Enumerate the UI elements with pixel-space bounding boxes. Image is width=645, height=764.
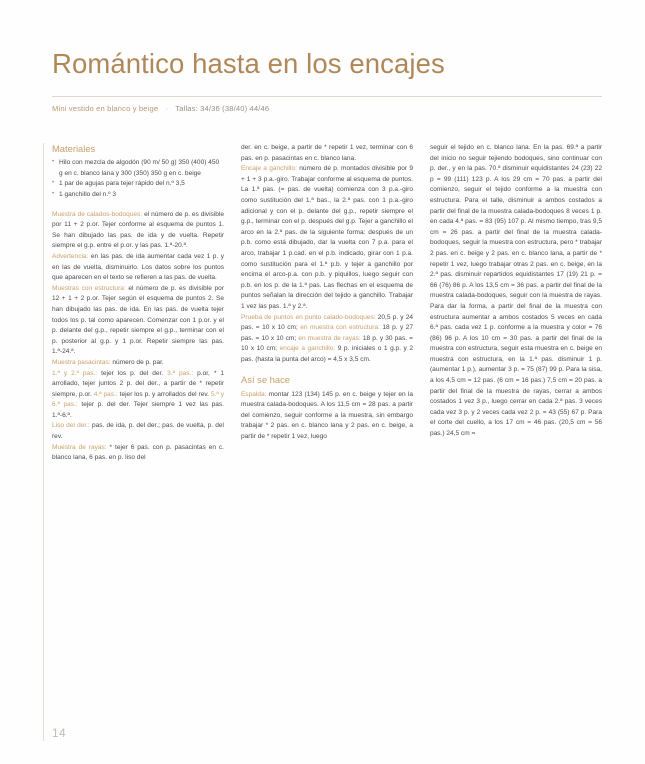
- paragraph-label: Encaje a ganchillo:: [241, 165, 297, 173]
- paragraph-pasacintas: [52, 358, 224, 369]
- column-2: [241, 143, 413, 743]
- paragraph-text: pas. de ida, p. del der.; pas. de vuelta, p. del rev.: [52, 422, 224, 441]
- paragraph-continuation: der. en c. beige, a partir de * repetir 1 vez, terminar con 6 pas. en p. pasacintas en c. blanco lana.: [241, 144, 413, 162]
- paragraph-calados-bodoques: [52, 210, 224, 252]
- materials-heading: Materiales: [52, 143, 96, 154]
- paragraph-pasacintas-rows: [52, 369, 224, 422]
- paragraph-label: 4.ª pas.:: [93, 390, 118, 398]
- paragraph-text: 9 p. iniciales o 1 g.p. y 2 pas. (hasta la punta del arco) = 4,5 x 3,5 cm.: [241, 345, 413, 363]
- subtitle: [52, 104, 604, 113]
- list-item: • 1 par de agujas para tejer rápido del n.º 3,5: [52, 179, 224, 190]
- spacer: [52, 201, 224, 210]
- paragraph-liso-del-der: [52, 421, 224, 442]
- paragraph-label: encaje a ganchillo:: [279, 345, 336, 353]
- subtitle-separator: ·: [165, 103, 169, 113]
- paragraph-text: número de p. par.: [110, 358, 164, 366]
- paragraph-text: p.or, * 1 arrollado, tejer juntos 2 p. del der., a partir de * repetir siempre, p.or.: [52, 369, 224, 398]
- paragraph-label: 3.ª pas.:: [167, 369, 194, 377]
- paragraph-label: Liso del der.:: [52, 422, 90, 430]
- paragraph-label: Advertencia:: [52, 252, 89, 260]
- howto-heading: Así se hace: [241, 374, 290, 386]
- paragraph-label: Muestra de calados-bodoques:: [52, 210, 143, 218]
- list-item: • Hilo con mezcla de algodón (90 m/ 50 g) 350 (400) 450 g en c. blanco lana y 300 (350) 350 g en c. beige: [52, 158, 224, 179]
- left-margin-rule: [43, 143, 44, 741]
- paragraph-text: tejer p. del der. Tejer siempre 1 vez las pas. 1.ª-6.ª.: [52, 401, 224, 419]
- paragraph-text: * tejer 6 pas. con p. pasacintas en c. blanco lana, 6 pas. en p. liso del: [52, 443, 224, 462]
- paragraph-label: 1.ª y 2.ª pas.:: [52, 369, 98, 377]
- paragraph-text: 20,5 p. y 24 pas. = 10 x 10 cm;: [241, 313, 413, 332]
- page-header: [52, 48, 604, 113]
- paragraph-espalda-continuation: seguir el tejido en c. blanco lana. En la pas. 69.ª a partir del inicio no seguir tejiendo bodoques, sino continuar con p. der., y en la pas. 70.ª disminuir equidistantes 24 (23) 22 p = 99 (111) 123 p. A los 29 cm = 70 pas. a partir del comienzo, seguir el tejido conforme a la muestra con estructura. Para el talle, disminuir a ambos costados a partir del final de la muestra calada-bodoques 8 veces 1 p. en cada 4.ª pas. = 83 (95) 107 p. Al mismo tiempo, tras 9,5 cm = 26 pas. a partir del final de la muestra calada-bodoques, seguir la muestra con estructura, pero * trabajar 2 pas. en c. beige y 2 pas. en c. blanco lana, a partir de * repetir 1 vez, luego trabajar otras 2 pas. en c. beige, en la 2.ª pas. disminuir repartidos equidistantes 17 (19) 21 p. = 66 (76) 86 p. A los 13,5 cm = 36 pas. a partir del final de la muestra calada-bodoques, seguir con la muestra de rayas. Para dar la forma, a partir del final de la muestra con estructura aumentar a ambos costados 5 veces en cada 6.ª pas. cada vez 1 p. conforme a la muestra y color = 76 (86) 96 p. A los 10 cm = 30 pas. a partir del final de la muestra con estructura, seguir esta muestra en c. beige en muestra con estructura, en la 1.ª pas. disminuir 1 p. (aumentar 1 p.), aumentar 3 p. = 75 (87) 99 p. Para la sisa, a los 4,5 cm = 12 pas. (6 cm = 16 pas.) 7,5 cm = 20 pas. a partir del final de la muestra de rayas, cerrar a ambos costados 1 vez 3 p., luego cerrar en cada 2.ª pas. 3 veces cada vez 3 p. y 2 veces cada vez 2 p. = 43 (55) 67 p. Para el corte del cuello, a los 17 cm = 46 pas. (20,5 cm = 56 pas.) 24,5 cm =: [430, 144, 602, 438]
- paragraph-label: Espalda:: [241, 390, 267, 398]
- subtitle-description: Mini vestido en blanco y beige: [52, 103, 159, 113]
- materials-list: [52, 158, 224, 200]
- paragraph-label: Muestras con estructura:: [52, 284, 126, 292]
- spacer: [241, 365, 413, 374]
- paragraph-encaje-ganchillo: [241, 164, 413, 312]
- list-item: • 1 ganchillo del n.º 3: [52, 190, 224, 201]
- paragraph-label: Prueba de puntos en punto calado-bodoques:: [241, 313, 376, 321]
- page-title: Romántico hasta en los encajes: [52, 48, 445, 79]
- article-columns: [52, 143, 604, 743]
- paragraph-advertencia: [52, 252, 224, 284]
- paragraph-text: en las pas. de ida aumentar cada vez 1 p. y en las de vuelta, disminuirlo. Los datos sobre los puntos que aparecen en el texto se refieren a las pas. de vuelta.: [52, 252, 224, 282]
- column-1: [52, 143, 224, 743]
- paragraph-label: Muestra pasacintas:: [52, 358, 111, 366]
- paragraph-text: tejer los p. del der.: [97, 369, 168, 377]
- paragraph-text: el número de p. es divisible por 11 + 2 p.or. Tejer conforme al esquema de puntos 1. Se han dibujado las pas. de ida y de vuelta. Repetir siempre el g.p. entre el p.or. y las pas. 1.ª-20.ª.: [52, 210, 224, 250]
- column-3: [430, 143, 602, 743]
- paragraph-label: en muestra con estructura:: [300, 324, 380, 332]
- paragraph-text: el número de p. es divisible por 12 + 1 + 2 p.or. Tejer según el esquema de puntos 2. Se han dibujado las pas. de ida. En las pas. de vuelta tejer todos los p. tal como aparecen. Comenzar con 1 p.or. y el p. delante del g.p., repetir siempre el g.p., terminar con el p. posterior al g.p. y 1 p.or. Repetir siempre las pas. 1.ª-24.ª.: [52, 284, 224, 356]
- paragraph-text: 18 p. y 30 pas. = 10 x 10 cm;: [241, 334, 413, 353]
- title-divider: [52, 96, 602, 97]
- paragraph-espalda: [241, 390, 413, 443]
- paragraph-text: montar 123 (134) 145 p. en c. beige y tejer en la muestra calada-bodoques. A los 11,5 cm = 28 pas. a partir del comienzo, seguir conforme a la muestra, sin embargo trabajar * 2 pas. en c. blanco lana y 2 pas. en c. beige, a partir de * repetir 1 vez, luego: [241, 390, 413, 441]
- paragraph-label: 5.ª y 6.ª pas.:: [52, 390, 224, 409]
- paragraph-label: Muestra de rayas:: [52, 443, 107, 451]
- paragraph-muestras-estructura: [52, 284, 224, 358]
- paragraph-label: en muestra de rayas:: [298, 334, 361, 342]
- subtitle-sizes: Tallas: 34/36 (38/40) 44/46: [175, 103, 270, 113]
- paragraph-text: número de p. montados divisible por 9 + 1 + 3 p.a.-giro. Trabajar conforme al esquema de puntos. La 1.ª pas. (= pas. de vuelta) comienza con 3 p.a.-giro como sustitución del 1.ª bas., la 2.ª pas. con 1 p.a.-giro adicional y con el p. delante del g.p., repetir siempre el g.p., terminar con el p. después del g.p. Tejer a ganchillo el arco en la 2.ª pas. de la siguiente forma: después de un p.b. como está dibujado, dar la vuelta con 7 p.a. para el arco, trabajar 1 p.cad. en el p.b. indicado, girar con 1 p.a. como sustitución para el 1.ª p.b. y tejer a ganchillo por encima el arco-p.a. con p.b. y piquillos, luego seguir con p.b. en los p. de la 1.ª pas. Las flechas en el esquema de puntos señalan la dirección del tejido a ganchillo. Trabajar 1 vez las pas. 1.ª y 2.ª.: [241, 165, 413, 310]
- paragraph-text: tejer los p. y arrollados del rev.: [117, 390, 211, 398]
- paragraph-muestra-de-rayas: [52, 443, 224, 464]
- paragraph-text: 18 p. y 27 pas. = 10 x 10 cm;: [241, 324, 414, 342]
- page-number: 14: [52, 726, 66, 740]
- paragraph-prueba-de-puntos: [241, 313, 413, 366]
